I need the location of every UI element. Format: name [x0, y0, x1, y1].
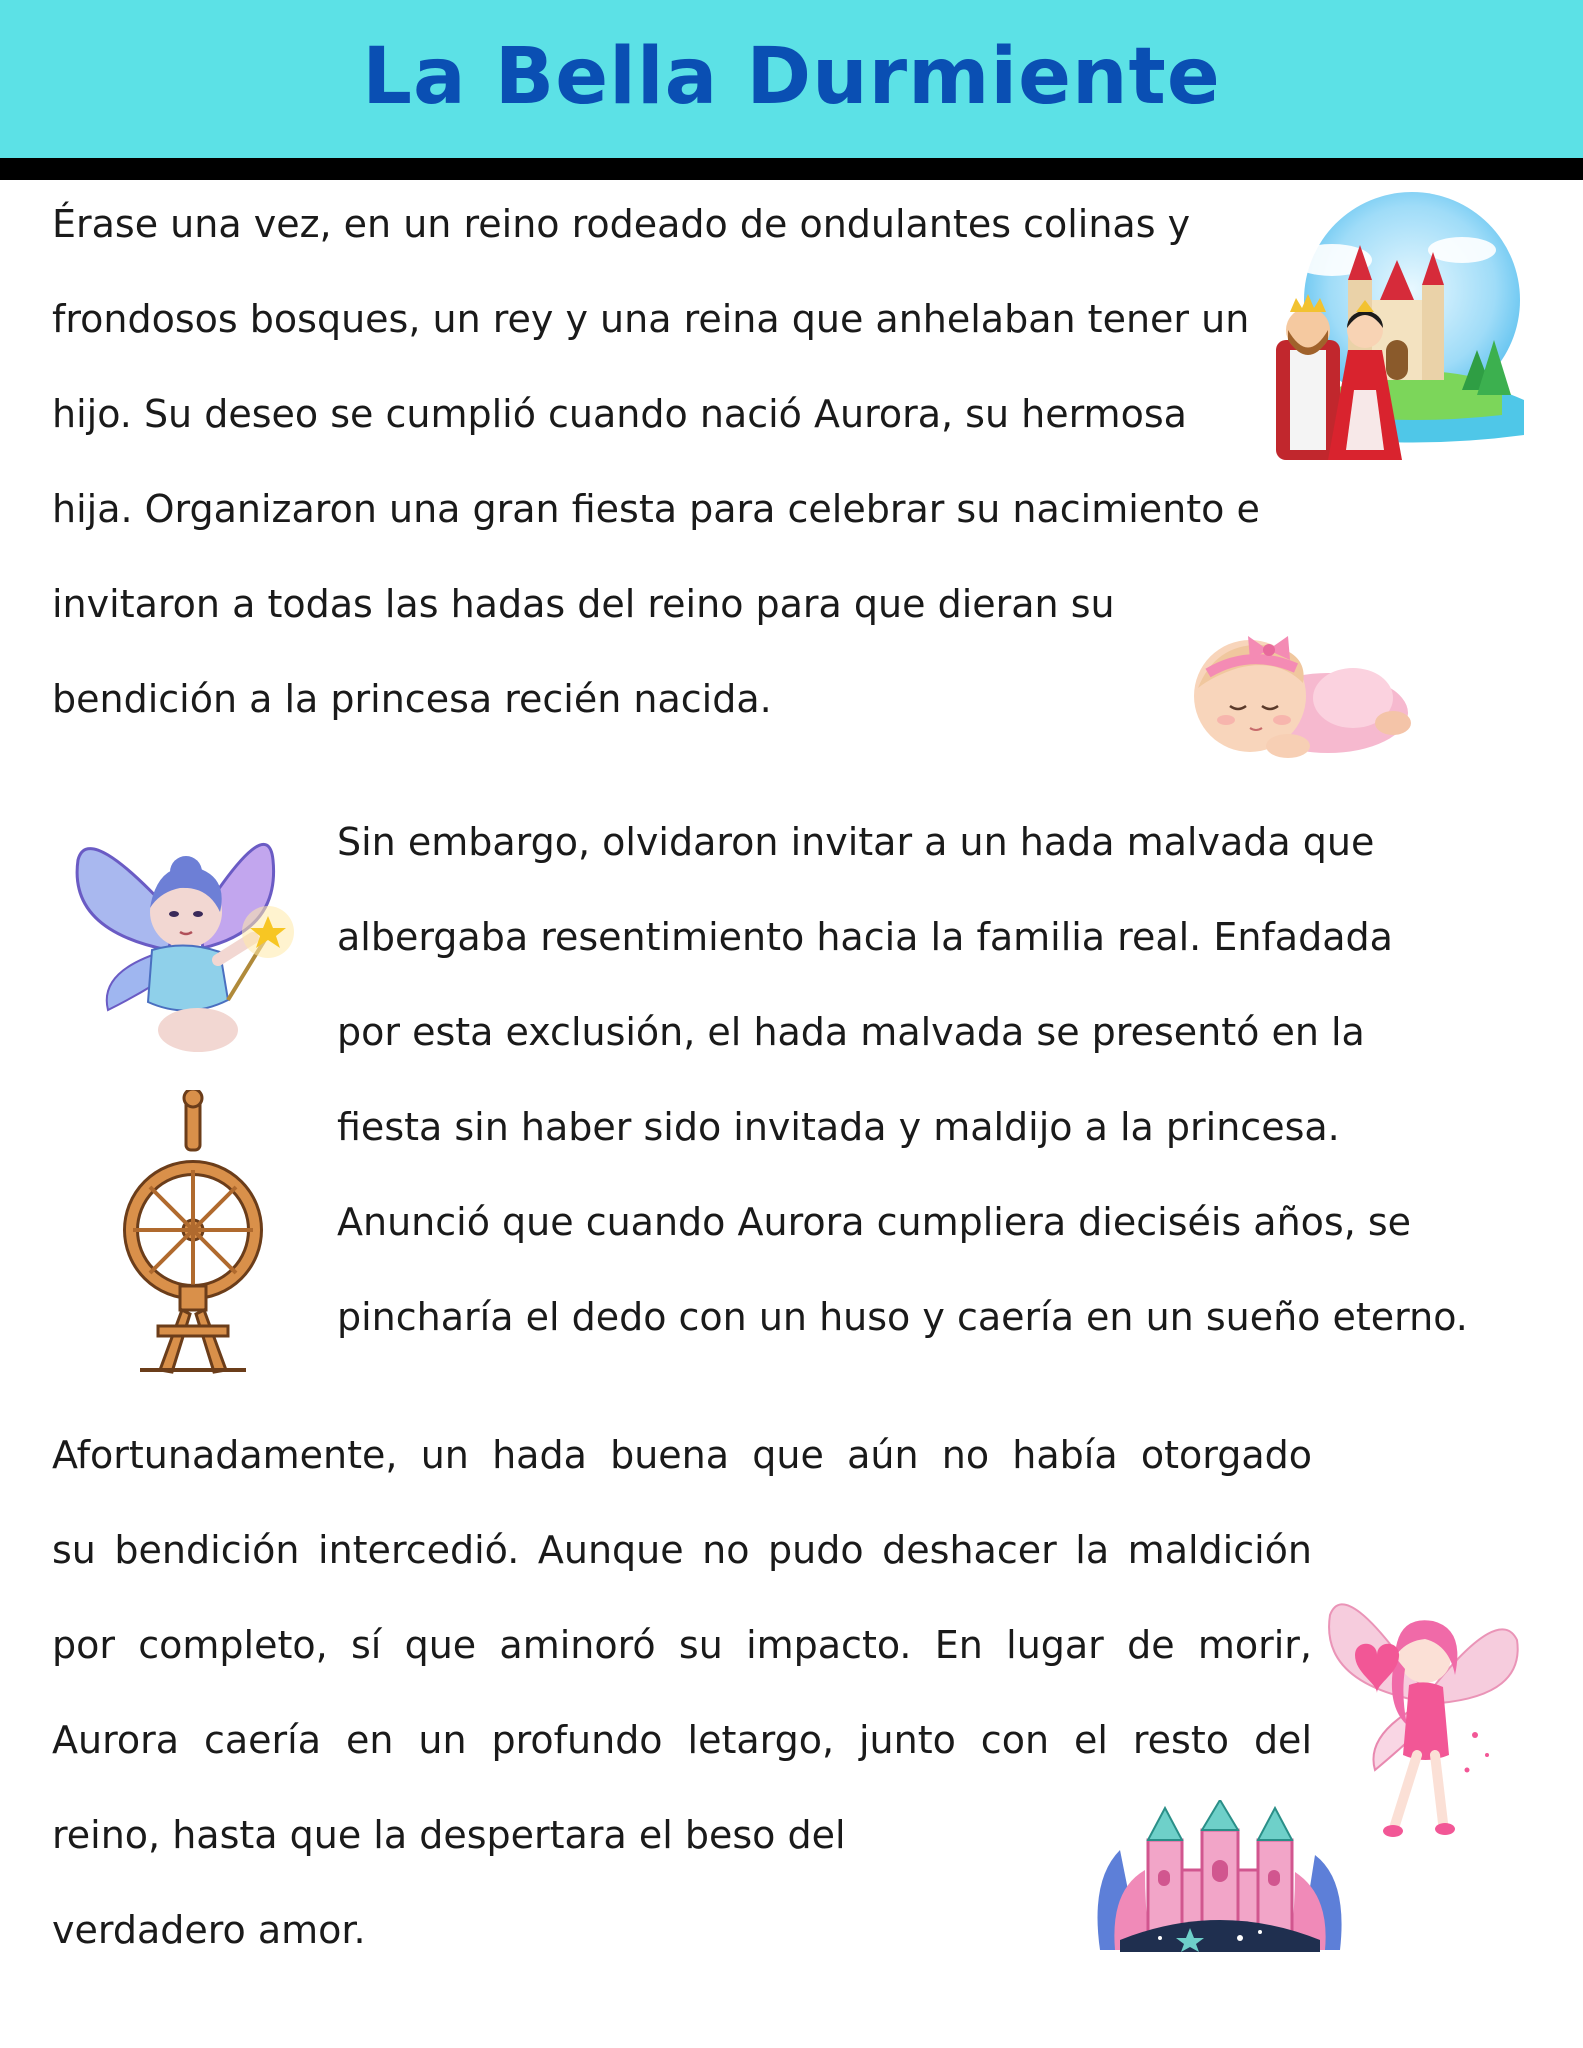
page-title: La Bella Durmiente [362, 32, 1221, 122]
paragraph-line: hijo. Su deseo se cumplió cuando nació Aurora, su hermosa [52, 392, 1187, 436]
paragraph-line: Érase una vez, en un reino rodeado de ondulantes colinas y [52, 202, 1191, 246]
paragraph-line: frondosos bosques, un rey y una reina que anhelaban tener un [52, 297, 1250, 341]
spinning-wheel-illustration [120, 1090, 266, 1376]
paragraph-line: Sin embargo, olvidaron invitar a un hada malvada que [337, 820, 1375, 864]
paragraph-line: su bendición intercedió. Aunque no pudo deshacer la maldición [52, 1528, 1312, 1572]
evil-fairy-illustration [68, 820, 302, 1070]
paragraph-line: Afortunadamente, un hada buena que aún no había otorgado [52, 1433, 1312, 1477]
paragraph-line: por completo, sí que aminoró su impacto. En lugar de morir, [52, 1623, 1312, 1667]
paragraph-line: albergaba resentimiento hacia la familia real. Enfadada [337, 915, 1393, 959]
title-banner [0, 0, 1583, 158]
paragraph-line: Anunció que cuando Aurora cumpliera dieciséis años, se [337, 1200, 1412, 1244]
paragraph-line: verdadero amor. [52, 1908, 366, 1952]
paragraph-line: por esta exclusión, el hada malvada se presentó en la [337, 1010, 1365, 1054]
paragraph-line: hija. Organizaron una gran fiesta para celebrar su nacimiento e [52, 487, 1260, 531]
pink-fairy-illustration [1325, 1585, 1521, 1860]
paragraph-line: invitaron a todas las hadas del reino para que dieran su [52, 582, 1115, 626]
sleeping-baby-illustration [1178, 628, 1412, 763]
paragraph-line: bendición a la princesa recién nacida. [52, 677, 772, 721]
paragraph-line: fiesta sin haber sido invitada y maldijo a la princesa. [337, 1105, 1340, 1149]
king-queen-castle-illustration [1262, 190, 1524, 470]
paragraph-line: pincharía el dedo con un huso y caería en un sueño eterno. [337, 1295, 1468, 1339]
paragraph-2 [337, 795, 1557, 1365]
paragraph-line: Aurora caería en un profundo letargo, junto con el resto del [52, 1718, 1312, 1762]
paragraph-line: reino, hasta que la despertara el beso del [52, 1813, 846, 1857]
paragraph-1 [52, 177, 1292, 747]
pink-castle-illustration [1090, 1800, 1350, 1952]
